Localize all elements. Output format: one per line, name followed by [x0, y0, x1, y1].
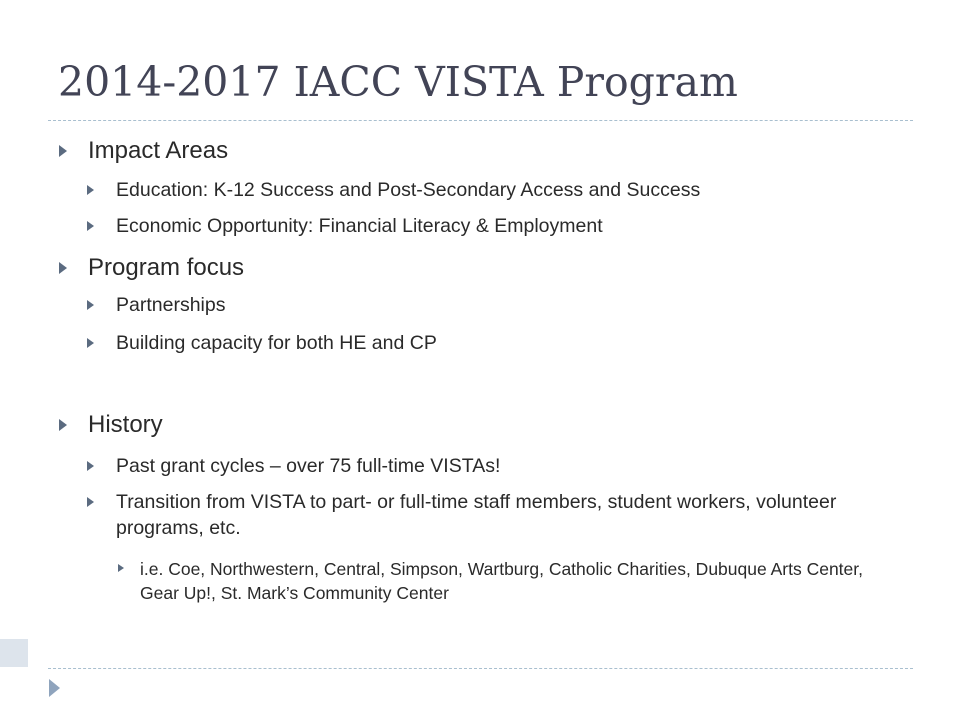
bullet-impact-areas	[62, 136, 922, 166]
bullet-building-capacity	[90, 330, 890, 356]
bullet-text: Building capacity for both HE and CP	[116, 332, 437, 354]
bullet-text: Past grant cycles – over 75 full-time VISTAs!	[116, 455, 501, 477]
bullet-text: Economic Opportunity: Financial Literacy & Employment	[116, 215, 603, 237]
footer-divider	[48, 668, 913, 669]
triangle-bullet-icon	[59, 419, 67, 431]
bullet-text: Partnerships	[116, 294, 226, 316]
triangle-bullet-icon	[87, 300, 94, 310]
bullet-partnerships	[90, 292, 890, 318]
triangle-bullet-icon	[118, 564, 124, 572]
bullet-program-focus	[62, 253, 922, 283]
triangle-bullet-icon	[87, 497, 94, 507]
bullet-education	[90, 177, 890, 203]
triangle-bullet-icon	[59, 145, 67, 157]
triangle-bullet-icon	[87, 461, 94, 471]
corner-arrow-icon	[49, 679, 60, 697]
bullet-text: Program focus	[88, 254, 245, 281]
bullet-history	[62, 410, 922, 440]
triangle-bullet-icon	[87, 185, 94, 195]
bullet-examples	[118, 557, 888, 605]
bullet-text: i.e. Coe, Northwestern, Central, Simpson, Wartburg, Catholic Charities, Dubuque Arts Center, Gear Up!, St. Mark’s Community Center	[140, 559, 864, 603]
slide-title: 2014-2017 IACC VISTA Program	[58, 58, 738, 106]
bullet-past-grant-cycles	[90, 453, 890, 479]
triangle-bullet-icon	[87, 338, 94, 348]
bullet-text: Impact Areas	[88, 137, 229, 164]
bullet-text: Transition from VISTA to part- or full-time staff members, student workers, volunteer programs, etc.	[116, 491, 837, 539]
bullet-transition	[90, 489, 880, 541]
triangle-bullet-icon	[59, 262, 67, 274]
bullet-text: Education: K-12 Success and Post-Secondary Access and Success	[116, 179, 701, 201]
bullet-text: History	[88, 411, 163, 438]
triangle-bullet-icon	[87, 221, 94, 231]
bullet-economic-opportunity	[90, 213, 890, 239]
